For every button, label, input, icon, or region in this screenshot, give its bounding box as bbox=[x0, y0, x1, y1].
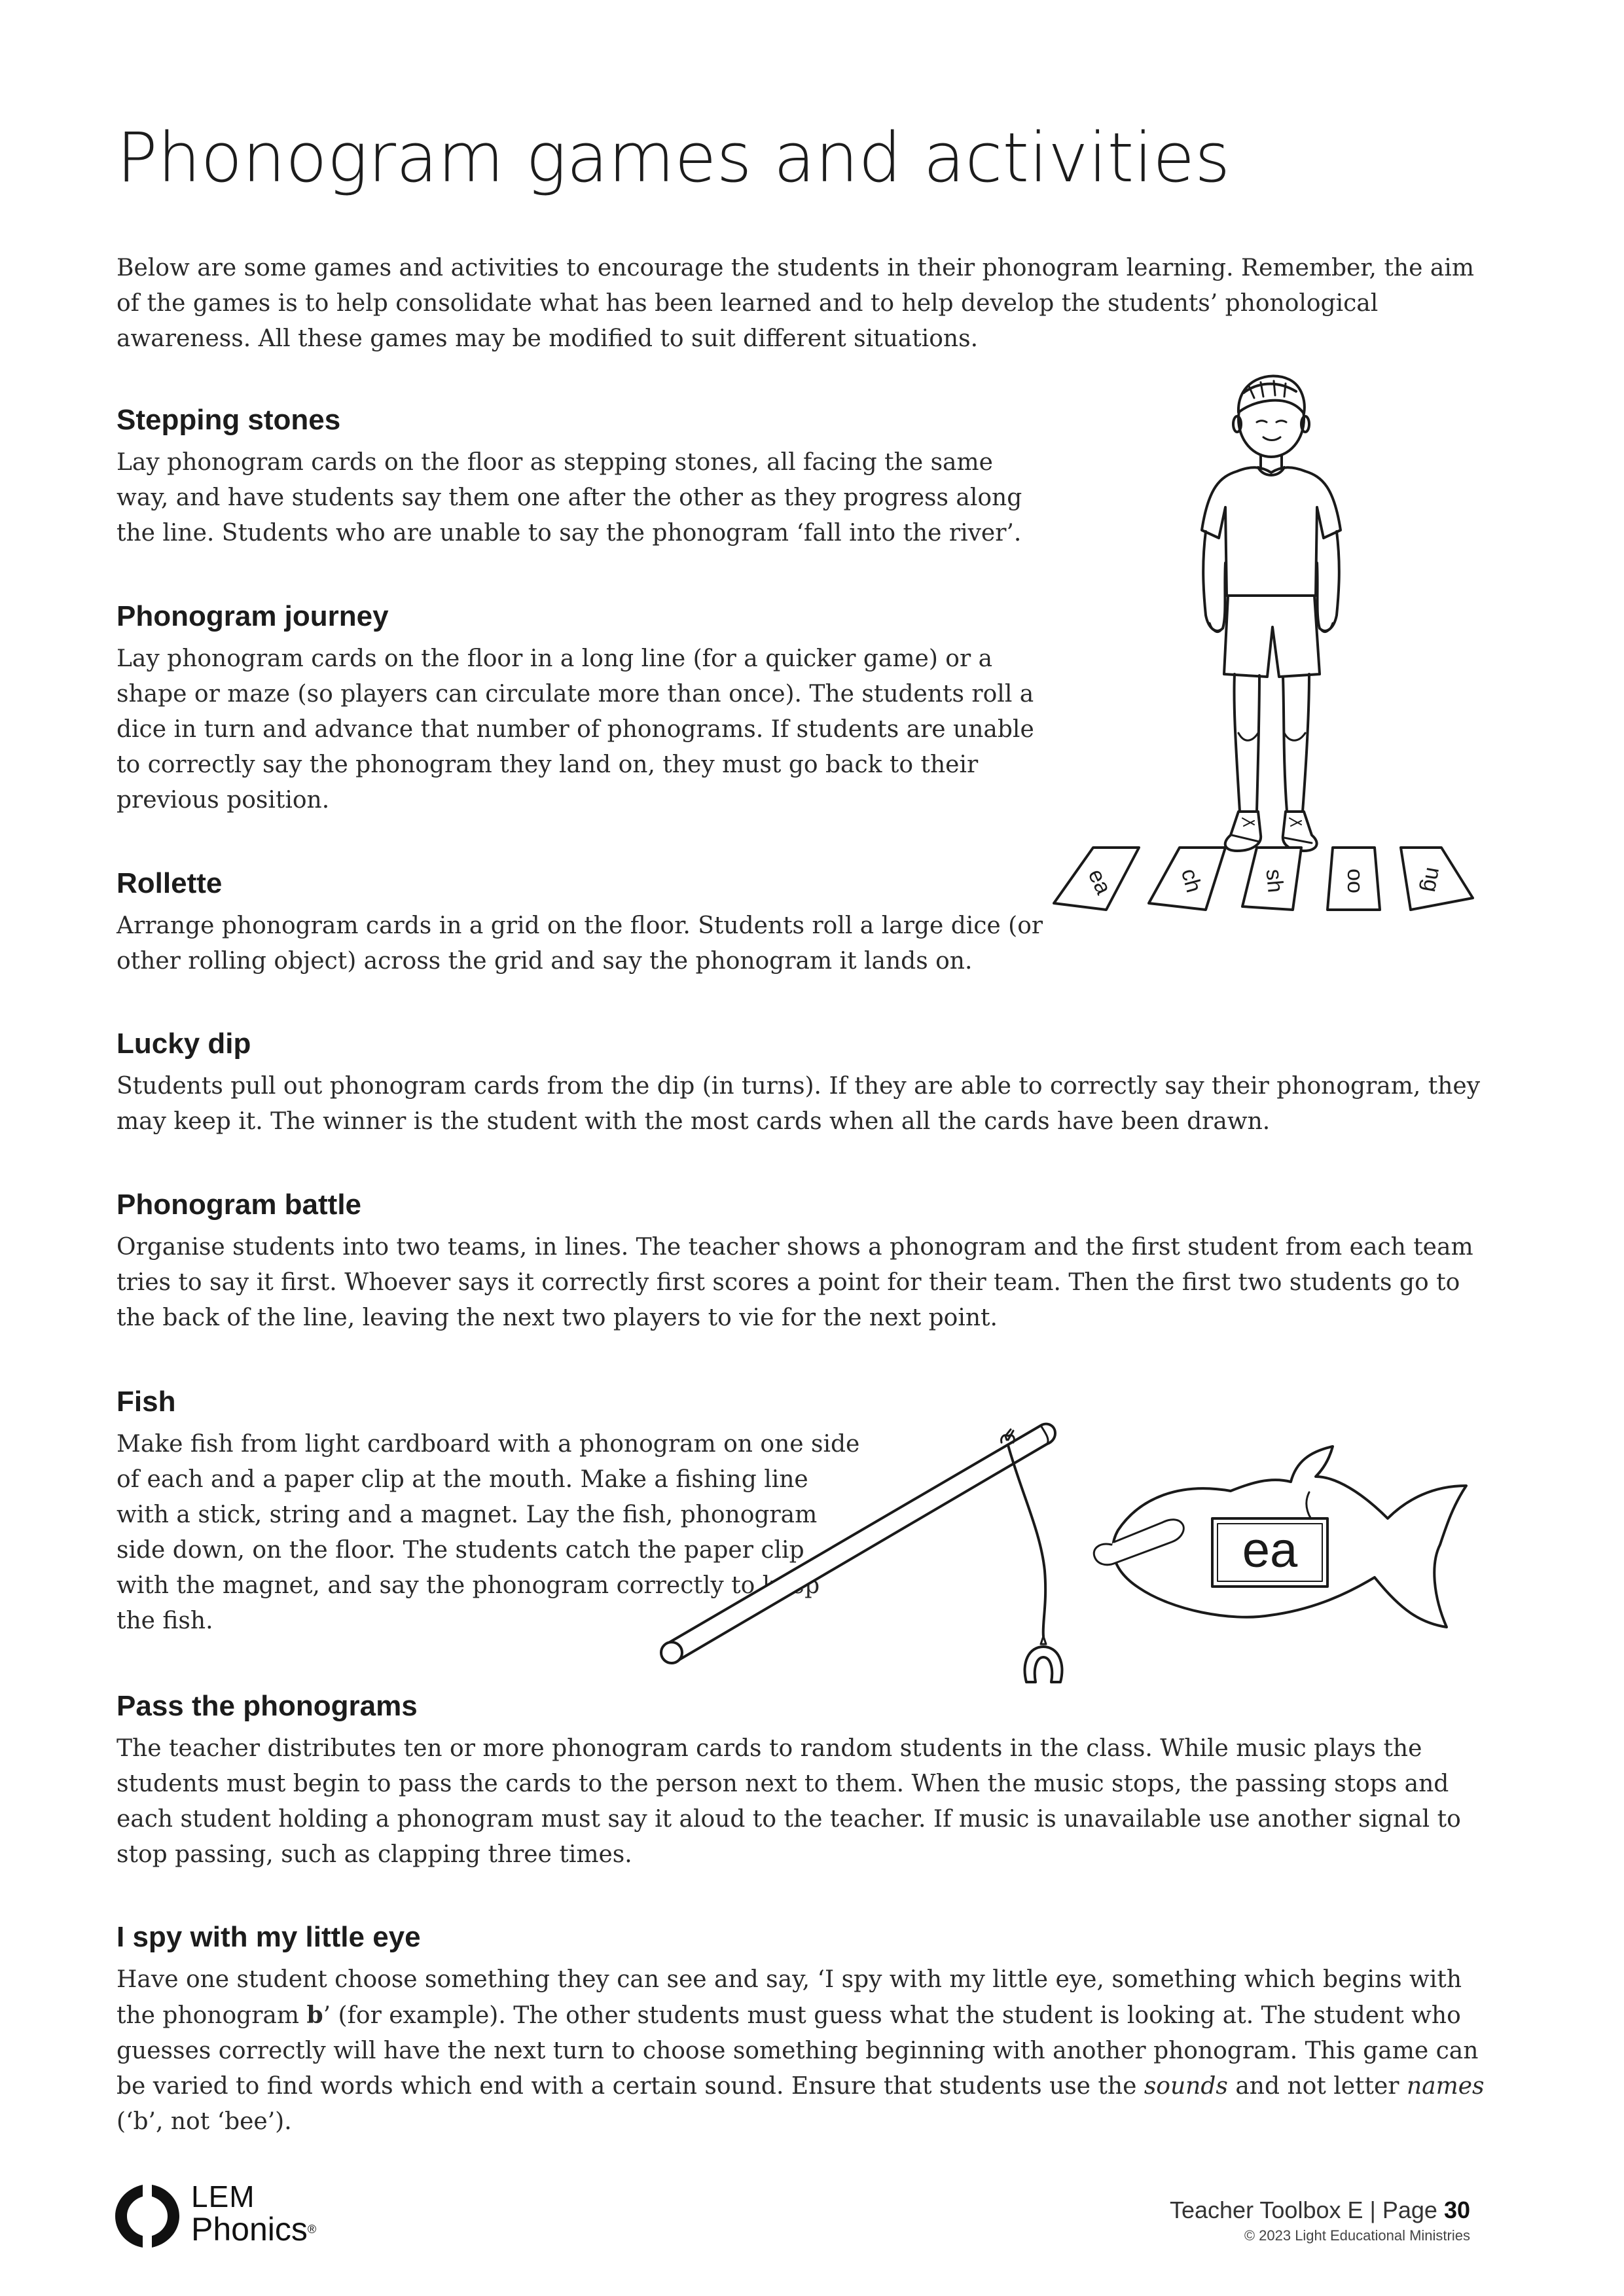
section-heading: Pass the phonograms bbox=[117, 1690, 418, 1722]
cardboard-fish bbox=[1094, 1446, 1466, 1627]
boy-stepping-stones-illustration bbox=[1041, 367, 1499, 916]
section-body: Organise students into two teams, in lines. The teacher shows a phonogram and the first student from each team tries to say it first. Whoever says it correctly first scores a point for their team. Then the first two students go to the back of the line, leaving the next two players to vie for the next point. bbox=[117, 1234, 1473, 1331]
fishing-game-illustration bbox=[655, 1414, 1479, 1715]
section-i-spy bbox=[117, 1918, 1485, 2140]
card-label: ng bbox=[1417, 865, 1447, 895]
footer-page-label bbox=[1170, 2196, 1470, 2225]
card-label: ch bbox=[1176, 866, 1206, 895]
section-heading: Lucky dip bbox=[117, 1028, 251, 1060]
phonogram-card bbox=[1401, 848, 1473, 910]
section-body: The teacher distributes ten or more phonogram cards to random students in the class. While music plays the students must begin to pass the cards to the person next to them. When the music stops, the passing stops and each student holding a phonogram must say it aloud to the teacher. If music is unavailable use another signal to stop passing, such as clapping three times. bbox=[117, 1735, 1461, 1868]
text-run: Have one student choose something they can see and say, ‘I spy with my little eye, something which begins with the phonogram bbox=[117, 1966, 1462, 2029]
card-label: oo bbox=[1343, 869, 1368, 893]
section-body bbox=[117, 1962, 1485, 2140]
text-run: ’ (for example). The other students must guess what the student is looking at. The student who guesses correctly will have the next turn to choose something beginning with another phonogram. This game can be varied to find words which end with a certain sound. Ensure that students use the bbox=[117, 2002, 1479, 2100]
page-footer bbox=[1170, 2196, 1470, 2247]
section-body: Lay phonogram cards on the floor as stepping stones, all facing the same way, and have students say them one after the other as they progress along the line. Students who are unable to say the phonogram ‘fall into the river’. bbox=[117, 449, 1022, 547]
italic-text: names bbox=[1406, 2073, 1485, 2100]
italic-text: sounds bbox=[1144, 2073, 1228, 2100]
card-label: ea bbox=[1083, 865, 1117, 899]
section-phonogram-battle bbox=[117, 1185, 1485, 1336]
section-heading: Stepping stones bbox=[117, 404, 341, 436]
section-stepping-stones bbox=[117, 401, 1046, 551]
text-run: and not letter bbox=[1227, 2073, 1407, 2100]
logo-lem-text: LEM bbox=[191, 2179, 255, 2214]
phonogram-card bbox=[1054, 848, 1139, 910]
footer-book-title: Teacher Toolbox E | Page bbox=[1169, 2197, 1444, 2223]
logo-phonics-word: Phonics bbox=[191, 2211, 308, 2248]
floor-phonogram-cards bbox=[1054, 848, 1473, 910]
section-heading: Rollette bbox=[117, 867, 223, 899]
section-phonogram-journey bbox=[117, 597, 1046, 818]
section-lucky-dip bbox=[117, 1024, 1485, 1139]
copyright-notice: © 2023 Light Educational Ministries bbox=[1244, 2227, 1470, 2244]
section-heading: Fish bbox=[117, 1386, 176, 1418]
phonogram-card bbox=[1327, 848, 1380, 910]
section-heading: Phonogram battle bbox=[117, 1189, 362, 1221]
intro-paragraph: Below are some games and activities to encourage the students in their phonogram learning. Remember, the aim of the games is to help consolidate what has been learned and to help develop the students’ phonological awareness. All these games may be modified to suit different situations. bbox=[117, 255, 1474, 352]
registered-mark: ® bbox=[307, 2223, 317, 2236]
card-label: sh bbox=[1261, 868, 1288, 894]
logo-wordmark bbox=[191, 2181, 316, 2246]
fishing-rod bbox=[661, 1424, 1062, 1682]
phonogram-card bbox=[1149, 848, 1225, 910]
lem-logo-icon bbox=[113, 2179, 183, 2251]
lem-phonics-logo bbox=[113, 2179, 388, 2258]
page-title: Phonogram games and activities bbox=[117, 118, 1231, 198]
section-heading: I spy with my little eye bbox=[117, 1921, 421, 1953]
section-body: Make fish from light cardboard with a phonogram on one side of each and a paper clip at the mouth. Make a fishing line with a stick, string and a magnet. Lay the fish, phonogram side down, on the floor. The students catch the paper clip with the magnet, and say the phonogram correctly to keep the fish. bbox=[117, 1431, 860, 1634]
logo-phonics-text bbox=[191, 2212, 316, 2246]
page-number: 30 bbox=[1443, 2197, 1470, 2223]
section-body: Students pull out phonogram cards from the dip (in turns). If they are able to correctly say their phonogram, they may keep it. The winner is the student with the most cards when all the cards have been drawn. bbox=[117, 1073, 1481, 1135]
fish-phonogram-label: ea bbox=[1242, 1522, 1298, 1579]
section-body: Lay phonogram cards on the floor in a long line (for a quicker game) or a shape or maze (so players can circulate more than once). The students roll a dice in turn and advance that number of phonograms. If students are unable to correctly say the phonogram they land on, they must go back to their previous position. bbox=[117, 645, 1034, 814]
bold-phonogram: b bbox=[306, 2001, 323, 2029]
boy-figure bbox=[1202, 376, 1341, 851]
text-run: (‘b’, not ‘bee’). bbox=[117, 2108, 292, 2135]
section-rollette bbox=[117, 864, 1046, 979]
phonogram-card bbox=[1242, 848, 1301, 910]
section-heading: Phonogram journey bbox=[117, 600, 389, 632]
section-body: Arrange phonogram cards in a grid on the floor. Students roll a large dice (or other rolling object) across the grid and say the phonogram it lands on. bbox=[117, 912, 1043, 975]
